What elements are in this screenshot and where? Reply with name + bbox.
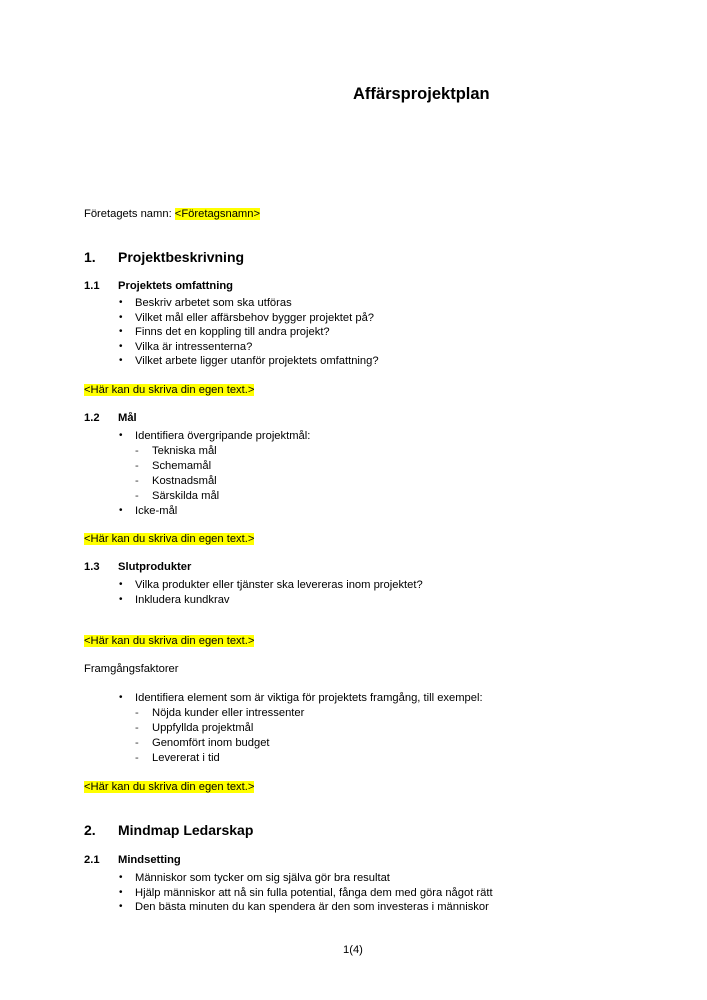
- goals-sub-list: [135, 444, 310, 505]
- bullet-icon: •: [119, 692, 123, 703]
- bullet-icon: •: [119, 340, 123, 352]
- subsection-title: Slutprodukter: [118, 561, 192, 573]
- dash-icon: -: [135, 706, 139, 719]
- placeholder-text[interactable]: <Här kan du skriva din egen text.>: [84, 781, 255, 793]
- dash-icon: -: [135, 474, 139, 487]
- document-title: Affärsprojektplan: [353, 85, 490, 103]
- page-number: 1(4): [343, 944, 363, 956]
- dash-icon: -: [135, 752, 139, 765]
- placeholder-text[interactable]: <Här kan du skriva din egen text.>: [84, 384, 255, 396]
- placeholder-text[interactable]: <Här kan du skriva din egen text.>: [84, 533, 255, 545]
- section-2-heading: [84, 822, 484, 840]
- subsection-title: Projektets omfattning: [118, 280, 233, 292]
- bullet-icon: •: [119, 886, 123, 898]
- subsection-title: Mål: [118, 412, 137, 424]
- mindsetting-bullet-list: [119, 871, 493, 915]
- subsection-number: 1.3: [84, 561, 100, 573]
- goals-bullet-list: [119, 429, 310, 519]
- bullet-icon: •: [119, 326, 123, 338]
- list-item: - Tekniska mål: [135, 444, 310, 459]
- bullet-icon: •: [119, 901, 123, 913]
- bullet-icon: •: [119, 505, 123, 517]
- bullet-icon: •: [119, 579, 123, 590]
- section-number: 2.: [84, 822, 96, 838]
- company-name-placeholder[interactable]: <Företagsnamn>: [174, 208, 260, 220]
- section-1-heading: [84, 249, 484, 267]
- list-item: • Beskriv arbetet som ska utföras: [119, 297, 292, 309]
- placeholder-text[interactable]: <Här kan du skriva din egen text.>: [84, 635, 255, 647]
- subsection-title: Mindsetting: [118, 854, 181, 866]
- list-item: • Identifiera övergripande projektmål: - Tekniska mål - Schemamål - Kostnadsmål - Särskilda mål: [119, 429, 310, 504]
- bullet-icon: •: [119, 355, 123, 367]
- list-item: - Kostnadsmål: [135, 474, 310, 489]
- list-item: • Den bästa minuten du kan spendera är den som investeras i människor: [119, 901, 489, 914]
- subsection-number: 1.2: [84, 412, 100, 424]
- company-name-line: [84, 208, 260, 220]
- company-name-label: Företagets namn:: [84, 208, 172, 220]
- list-item: • Identifiera element som är viktiga för projektets framgång, till exempel: - Nöjda kunder eller intressenter - Uppfyllda projektmål - Genomfört inom budget - Levererat i tid: [119, 691, 483, 766]
- dash-icon: -: [135, 459, 139, 472]
- dash-icon: -: [135, 721, 139, 734]
- section-title: Mindmap Ledarskap: [118, 822, 254, 838]
- list-item: • Vilket mål eller affärsbehov bygger projektet på?: [119, 311, 375, 324]
- bullet-icon: •: [119, 872, 123, 883]
- list-item: - Genomfört inom budget: [135, 736, 483, 751]
- subsection-number: 2.1: [84, 854, 100, 866]
- dash-icon: -: [135, 444, 139, 457]
- dash-icon: -: [135, 490, 139, 503]
- subsection-2-1-heading: [84, 854, 484, 872]
- list-item: • Inkludera kundkrav: [119, 593, 230, 606]
- success-factors-sub-list: [135, 706, 483, 767]
- scope-bullet-list: [119, 296, 379, 369]
- list-item: • Vilka produkter eller tjänster ska levereras inom projektet?: [119, 579, 423, 591]
- subsection-1-3-heading: [84, 561, 484, 579]
- dash-icon: -: [135, 736, 139, 749]
- list-item: - Schemamål: [135, 459, 310, 474]
- success-factors-bullet-list: [119, 691, 483, 766]
- list-item: - Nöjda kunder eller intressenter: [135, 706, 483, 721]
- deliverables-bullet-list: [119, 578, 423, 607]
- list-item: • Människor som tycker om sig själva gör bra resultat: [119, 872, 390, 884]
- list-item: • Finns det en koppling till andra projekt?: [119, 326, 330, 339]
- section-title: Projektbeskrivning: [118, 249, 245, 265]
- subsection-1-2-heading: [84, 412, 484, 430]
- list-item: • Icke-mål: [119, 505, 178, 518]
- list-item: • Vilka är intressenterna?: [119, 340, 253, 353]
- list-item: - Uppfyllda projektmål: [135, 721, 483, 736]
- subsection-number: 1.1: [84, 280, 100, 292]
- success-factors-label: Framgångsfaktorer: [84, 663, 179, 675]
- list-item: • Hjälp människor att nå sin fulla potential, fånga dem med göra något rätt: [119, 886, 493, 899]
- bullet-icon: •: [119, 593, 123, 605]
- list-item: - Levererat i tid: [135, 751, 483, 766]
- list-item: • Vilket arbete ligger utanför projektets omfattning?: [119, 355, 379, 368]
- bullet-icon: •: [119, 297, 123, 308]
- list-item: - Särskilda mål: [135, 489, 310, 504]
- bullet-icon: •: [119, 311, 123, 323]
- section-number: 1.: [84, 249, 96, 265]
- bullet-icon: •: [119, 430, 123, 441]
